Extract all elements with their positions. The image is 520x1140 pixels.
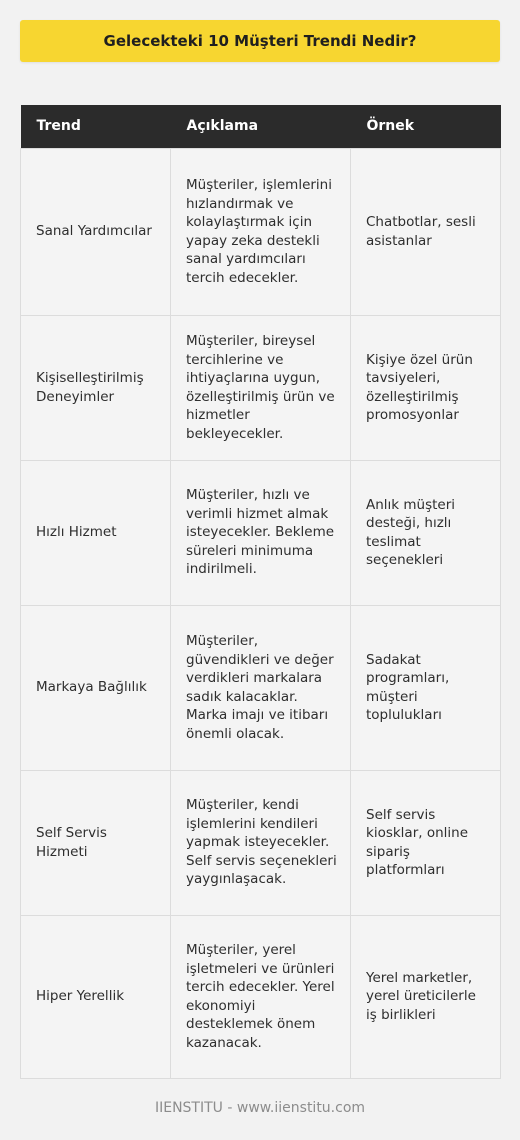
cell-example: Yerel marketler, yerel üreticilerle iş birlikleri [351, 915, 501, 1078]
header-example: Örnek [351, 105, 501, 148]
table-row [21, 315, 501, 460]
cell-description: Müşteriler, işlemlerini hızlandırmak ve kolaylaştırmak için yapay zeka destekli sanal yardımcıları tercih edecekler. [171, 148, 351, 315]
table-row [21, 605, 501, 770]
header-trend: Trend [21, 105, 171, 148]
table-row [21, 915, 501, 1078]
cell-example: Self servis kiosklar, online sipariş platformları [351, 770, 501, 915]
cell-trend: Markaya Bağlılık [21, 605, 171, 770]
cell-description: Müşteriler, bireysel tercihlerine ve ihtiyaçlarına uygun, özelleştirilmiş ürün ve hizmetler bekleyecekler. [171, 315, 351, 460]
title-banner [20, 20, 500, 62]
table-row [21, 460, 501, 605]
cell-trend: Hiper Yerellik [21, 915, 171, 1078]
trends-table [20, 105, 501, 1079]
cell-trend: Sanal Yardımcılar [21, 148, 171, 315]
table-row [21, 770, 501, 915]
cell-example: Chatbotlar, sesli asistanlar [351, 148, 501, 315]
table-row [21, 148, 501, 315]
cell-example: Kişiye özel ürün tavsiyeleri, özelleştirilmiş promosyonlar [351, 315, 501, 460]
cell-description: Müşteriler, güvendikleri ve değer verdikleri markalara sadık kalacaklar. Marka imajı ve itibarı önemli olacak. [171, 605, 351, 770]
cell-description: Müşteriler, hızlı ve verimli hizmet almak isteyecekler. Bekleme süreleri minimuma indirilmeli. [171, 460, 351, 605]
cell-description: Müşteriler, kendi işlemlerini kendileri yapmak isteyecekler. Self servis seçenekleri yaygınlaşacak. [171, 770, 351, 915]
cell-trend: Hızlı Hizmet [21, 460, 171, 605]
cell-example: Anlık müşteri desteği, hızlı teslimat seçenekleri [351, 460, 501, 605]
page-title: Gelecekteki 10 Müşteri Trendi Nedir? [103, 32, 417, 50]
cell-trend: Self Servis Hizmeti [21, 770, 171, 915]
cell-example: Sadakat programları, müşteri toplulukları [351, 605, 501, 770]
cell-trend: Kişiselleştirilmiş Deneyimler [21, 315, 171, 460]
table-header-row [21, 105, 501, 148]
footer-credit: IIENSTITU - www.iienstitu.com [154, 1100, 366, 1116]
cell-description: Müşteriler, yerel işletmeleri ve ürünleri tercih edecekler. Yerel ekonomiyi desteklemek önem kazanacak. [171, 915, 351, 1078]
header-description: Açıklama [171, 105, 351, 148]
